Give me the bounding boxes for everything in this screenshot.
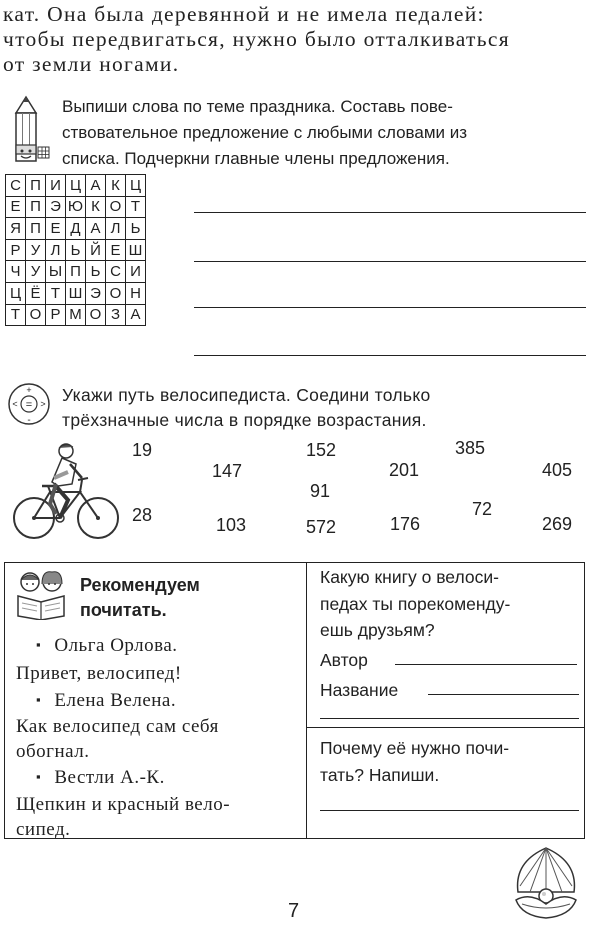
- task2-line-1: Укажи путь велосипедиста. Соедини только: [62, 385, 431, 405]
- grid-cell: К: [86, 196, 106, 218]
- grid-cell: Т: [46, 282, 66, 304]
- why-line-1: Почему её нужно почи-: [320, 738, 510, 758]
- book-name-field[interactable]: [428, 694, 579, 695]
- grid-cell: Е: [6, 196, 26, 218]
- svg-text:+: +: [26, 385, 32, 395]
- recommend-title-line-1: Рекомендуем: [80, 575, 200, 595]
- grid-cell: А: [86, 175, 106, 197]
- grid-cell: Й: [86, 239, 106, 261]
- task1-line-1: Выпиши слова по теме праздника. Составь пове-: [62, 97, 453, 116]
- svg-text:<: <: [12, 399, 18, 409]
- path-number[interactable]: 572: [306, 517, 337, 537]
- page-number: 7: [288, 900, 300, 922]
- svg-text:-: -: [27, 415, 31, 426]
- recommend-section-divider: [307, 727, 585, 728]
- grid-cell: С: [106, 261, 126, 283]
- path-number[interactable]: 147: [212, 461, 243, 481]
- recommend-title-line-2: почитать.: [80, 600, 167, 620]
- grid-cell: Т: [6, 304, 26, 326]
- grid-cell: С: [6, 175, 26, 197]
- grid-cell: Р: [6, 239, 26, 261]
- grid-row: [6, 196, 146, 218]
- grid-cell: И: [126, 261, 146, 283]
- task1-line-2: ствовательное предложение с любыми словами из: [62, 123, 468, 142]
- intro-line-3: от земли ногами.: [3, 52, 180, 76]
- path-number[interactable]: 269: [542, 514, 573, 534]
- svg-text:>: >: [40, 399, 46, 409]
- intro-line-1: кат. Она была деревянной и не имела педалей:: [3, 2, 485, 26]
- book-author: Вестли А.-К.: [54, 767, 165, 788]
- book-author: Елена Велена.: [54, 690, 177, 711]
- compare-signs-icon: [6, 381, 52, 427]
- path-number[interactable]: 91: [310, 481, 331, 501]
- question-line-3: ешь друзьям?: [320, 620, 435, 640]
- grid-row: [6, 282, 146, 304]
- grid-cell: Е: [46, 218, 66, 240]
- grid-cell: Э: [86, 282, 106, 304]
- grid-cell: П: [26, 196, 46, 218]
- answer-line-3[interactable]: [194, 307, 586, 308]
- book-author: Ольга Орлова.: [54, 635, 178, 656]
- grid-row: [6, 261, 146, 283]
- grid-cell: З: [106, 304, 126, 326]
- name-label: Название: [320, 680, 399, 700]
- path-number[interactable]: 28: [132, 505, 153, 525]
- grid-cell: Э: [46, 196, 66, 218]
- grid-cell: Ц: [126, 175, 146, 197]
- grid-cell: Р: [46, 304, 66, 326]
- why-answer-field[interactable]: [320, 810, 579, 811]
- path-number[interactable]: 176: [390, 514, 421, 534]
- grid-row: [6, 175, 146, 197]
- book-title: Щепкин и красный вело-: [16, 794, 231, 815]
- grid-cell: И: [46, 175, 66, 197]
- author-label: Автор: [320, 650, 368, 670]
- grid-cell: Ю: [66, 196, 86, 218]
- grid-row: [6, 218, 146, 240]
- grid-cell: Ш: [126, 239, 146, 261]
- grid-row: [6, 239, 146, 261]
- path-number[interactable]: 19: [132, 440, 153, 460]
- book-item: [36, 635, 178, 657]
- grid-cell: Т: [126, 196, 146, 218]
- book-item: [36, 690, 176, 712]
- answer-line-1[interactable]: [194, 212, 586, 213]
- path-number[interactable]: 72: [472, 499, 493, 519]
- grid-cell: Ц: [6, 282, 26, 304]
- path-number[interactable]: 103: [216, 515, 247, 535]
- book-name-field-extra[interactable]: [320, 718, 579, 719]
- grid-cell: А: [126, 304, 146, 326]
- bullet-icon: ▪: [36, 637, 42, 652]
- grid-cell: О: [106, 196, 126, 218]
- grid-cell: Е: [106, 239, 126, 261]
- intro-line-2: чтобы передвигаться, нужно было отталкиваться: [3, 27, 510, 51]
- grid-cell: У: [26, 261, 46, 283]
- path-number[interactable]: 201: [389, 460, 420, 480]
- grid-cell: Л: [106, 218, 126, 240]
- grid-cell: Ч: [6, 261, 26, 283]
- book-title: сипед.: [16, 819, 71, 840]
- grid-cell: Ц: [66, 175, 86, 197]
- grid-cell: П: [26, 175, 46, 197]
- answer-line-2[interactable]: [194, 261, 586, 262]
- svg-text:=: =: [25, 399, 33, 411]
- letter-grid: [5, 174, 146, 326]
- bullet-icon: ▪: [36, 692, 42, 707]
- path-number[interactable]: 385: [455, 438, 486, 458]
- grid-cell: М: [66, 304, 86, 326]
- grid-cell: Ь: [66, 239, 86, 261]
- pencil-icon: [6, 95, 52, 170]
- grid-cell: Ы: [46, 261, 66, 283]
- grid-cell: Ш: [66, 282, 86, 304]
- cyclist-illustration: [10, 442, 122, 542]
- grid-cell: П: [26, 218, 46, 240]
- path-number[interactable]: 152: [306, 440, 337, 460]
- grid-row: [6, 304, 146, 326]
- path-number[interactable]: 405: [542, 460, 573, 480]
- grid-cell: Ь: [126, 218, 146, 240]
- book-title: Привет, велосипед!: [16, 663, 182, 684]
- grid-cell: Л: [46, 239, 66, 261]
- kids-reading-icon: [12, 570, 70, 620]
- book-title: обогнал.: [16, 741, 90, 762]
- recommend-divider: [306, 562, 307, 839]
- grid-cell: А: [86, 218, 106, 240]
- grid-cell: Я: [6, 218, 26, 240]
- answer-line-4[interactable]: [194, 355, 586, 356]
- grid-cell: О: [26, 304, 46, 326]
- question-line-1: Какую книгу о велоси-: [320, 567, 499, 587]
- author-field[interactable]: [395, 664, 577, 665]
- grid-cell: К: [106, 175, 126, 197]
- book-title: Как велосипед сам себя: [16, 716, 219, 737]
- task1-line-3: списка. Подчеркни главные члены предложения.: [62, 149, 450, 168]
- grid-cell: Ё: [26, 282, 46, 304]
- book-item: [36, 767, 165, 789]
- bullet-icon: ▪: [36, 769, 42, 784]
- grid-cell: О: [106, 282, 126, 304]
- grid-cell: Д: [66, 218, 86, 240]
- task2-line-2: трёхзначные числа в порядке возрастания.: [62, 410, 427, 430]
- grid-cell: Ь: [86, 261, 106, 283]
- question-line-2: педах ты порекоменду-: [320, 594, 511, 614]
- why-line-2: тать? Напиши.: [320, 765, 440, 785]
- grid-cell: П: [66, 261, 86, 283]
- grid-cell: У: [26, 239, 46, 261]
- grid-cell: Н: [126, 282, 146, 304]
- seashell-icon: [510, 842, 582, 922]
- grid-cell: О: [86, 304, 106, 326]
